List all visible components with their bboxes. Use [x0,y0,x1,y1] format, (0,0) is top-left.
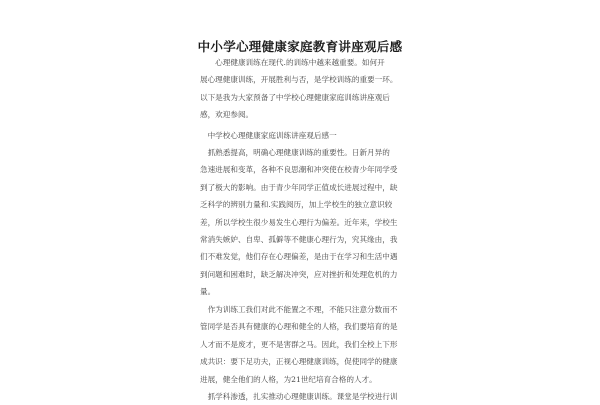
text-line: 到问题和困难时，缺乏解决冲突，应对挫折和处理危机的力 [200,269,398,279]
text-line: 量。 [200,287,216,297]
text-line: 差，所以学校生很少易发生心理行为偏差。近年来，学校生 [200,217,398,227]
text-line: 们不难发觉，他们存在心理偏差，是由于在学习和生活中遇 [200,252,398,262]
text-line: 感，欢迎参阅。 [200,110,254,120]
text-line: 乏科学的辨别力量和.实践阅历，加上学校生的独立意识较 [200,200,393,210]
text-line: 常消失嫉妒、自卑、孤僻等不健康心理行为，究其缘由，我 [200,234,398,244]
text-line: 进展，健全他们的人格，为21世纪培育合格的人才。 [200,374,377,384]
section-heading: 中学校心理健康家庭训练讲座观后感一 [200,131,337,140]
paragraph-2 [200,301,412,388]
text-line: 以下是我为大家预备了中学校心理健康家庭训练讲座观后 [200,92,390,102]
text-line: 心理健康训练在现代.的训练中越来越重要。如何开 [200,58,385,67]
paragraph-3 [200,388,412,405]
paragraph-1 [200,144,412,301]
text-line: 作为训练工我们对此不能置之不理，不能只注意分数而不 [200,305,398,314]
text-line: 抓熟悉提高，明确心理健康训练的重要性。日新月异的 [200,148,390,157]
page-title: 中小学心理健康家庭教育讲座观后感 [197,39,403,54]
text-line: 展心理健康训练，开展胜利与否，是学校训练的重要一环。 [200,75,398,85]
section-heading-block [200,127,412,144]
text-line: 成共识：要下足功夫，正视心理健康训练，促使同学的健康 [200,357,398,367]
text-line: 急速进展和变革，各种不良思潮和冲突使在校青少年同学受 [200,165,398,175]
text-line: 人才而不是废才，更不是害群之马。因此，我们全校上下形 [200,339,398,349]
text-line: 管同学是否具有健康的心理和健全的人格，我们要培育的是 [200,322,398,332]
intro-paragraph [200,54,412,124]
text-line: 抓学科渗透，扎实推动心理健康训练。课堂是学校进行训 [200,392,398,401]
text-line: 到了极大的影响。由于青少年同学正值成长进展过程中，缺 [200,182,398,192]
